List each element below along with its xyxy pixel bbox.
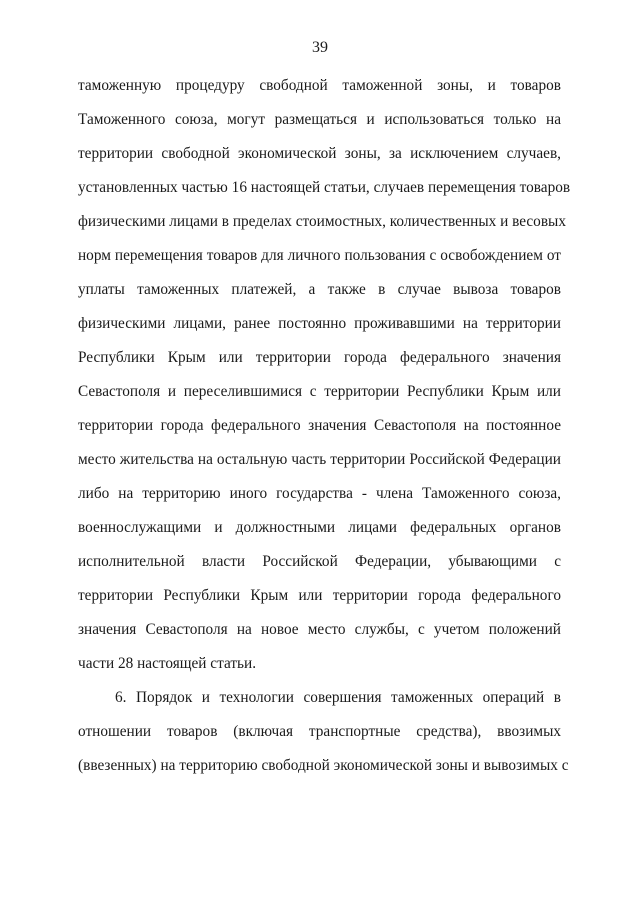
text-line: 6. Порядок и технологии совершения таможенных операций в [115,689,561,706]
text-line: таможенную процедуру свободной таможенной зоны, и товаров [78,77,561,94]
text-line: значения Севастополя на новое место службы, с учетом положений [78,621,561,638]
text-line: (ввезенных) на территорию свободной экономической зоны и вывозимых с [78,757,569,774]
text-line: части 28 настоящей статьи. [78,655,257,672]
text-line: территории города федерального значения Севастополя на постоянное [78,417,561,434]
text-line: место жительства на остальную часть территории Российской Федерации [78,451,561,468]
text-line: установленных частью 16 настоящей статьи, случаев перемещения товаров [78,179,571,196]
text-line: Таможенного союза, могут размещаться и использоваться только на [78,111,561,128]
text-line: либо на территорию иного государства - члена Таможенного союза, [78,485,561,502]
page-number: 39 [312,39,328,56]
text-line: Севастополя и переселившимися с территории Республики Крым или [78,383,561,400]
text-line: территории свободной экономической зоны, за исключением случаев, [78,145,561,162]
paragraph-1 [78,74,571,686]
text-line: физическими лицами в пределах стоимостных, количественных и весовых [78,213,566,230]
document-body [78,74,571,788]
text-line: отношении товаров (включая транспортные средства), ввозимых [78,723,561,740]
text-line: Республики Крым или территории города федерального значения [78,349,561,366]
text-line: военнослужащими и должностными лицами федеральных органов [78,519,561,536]
text-line: физическими лицами, ранее постоянно проживавшими на территории [78,315,561,332]
text-line: уплаты таможенных платежей, а также в случае вывоза товаров [78,281,561,298]
text-line: исполнительной власти Российской Федерации, убывающими с [78,553,561,570]
text-line: норм перемещения товаров для личного пользования с освобождением от [78,247,561,264]
paragraph-2 [78,686,569,788]
text-line: территории Республики Крым или территории города федерального [78,587,561,604]
